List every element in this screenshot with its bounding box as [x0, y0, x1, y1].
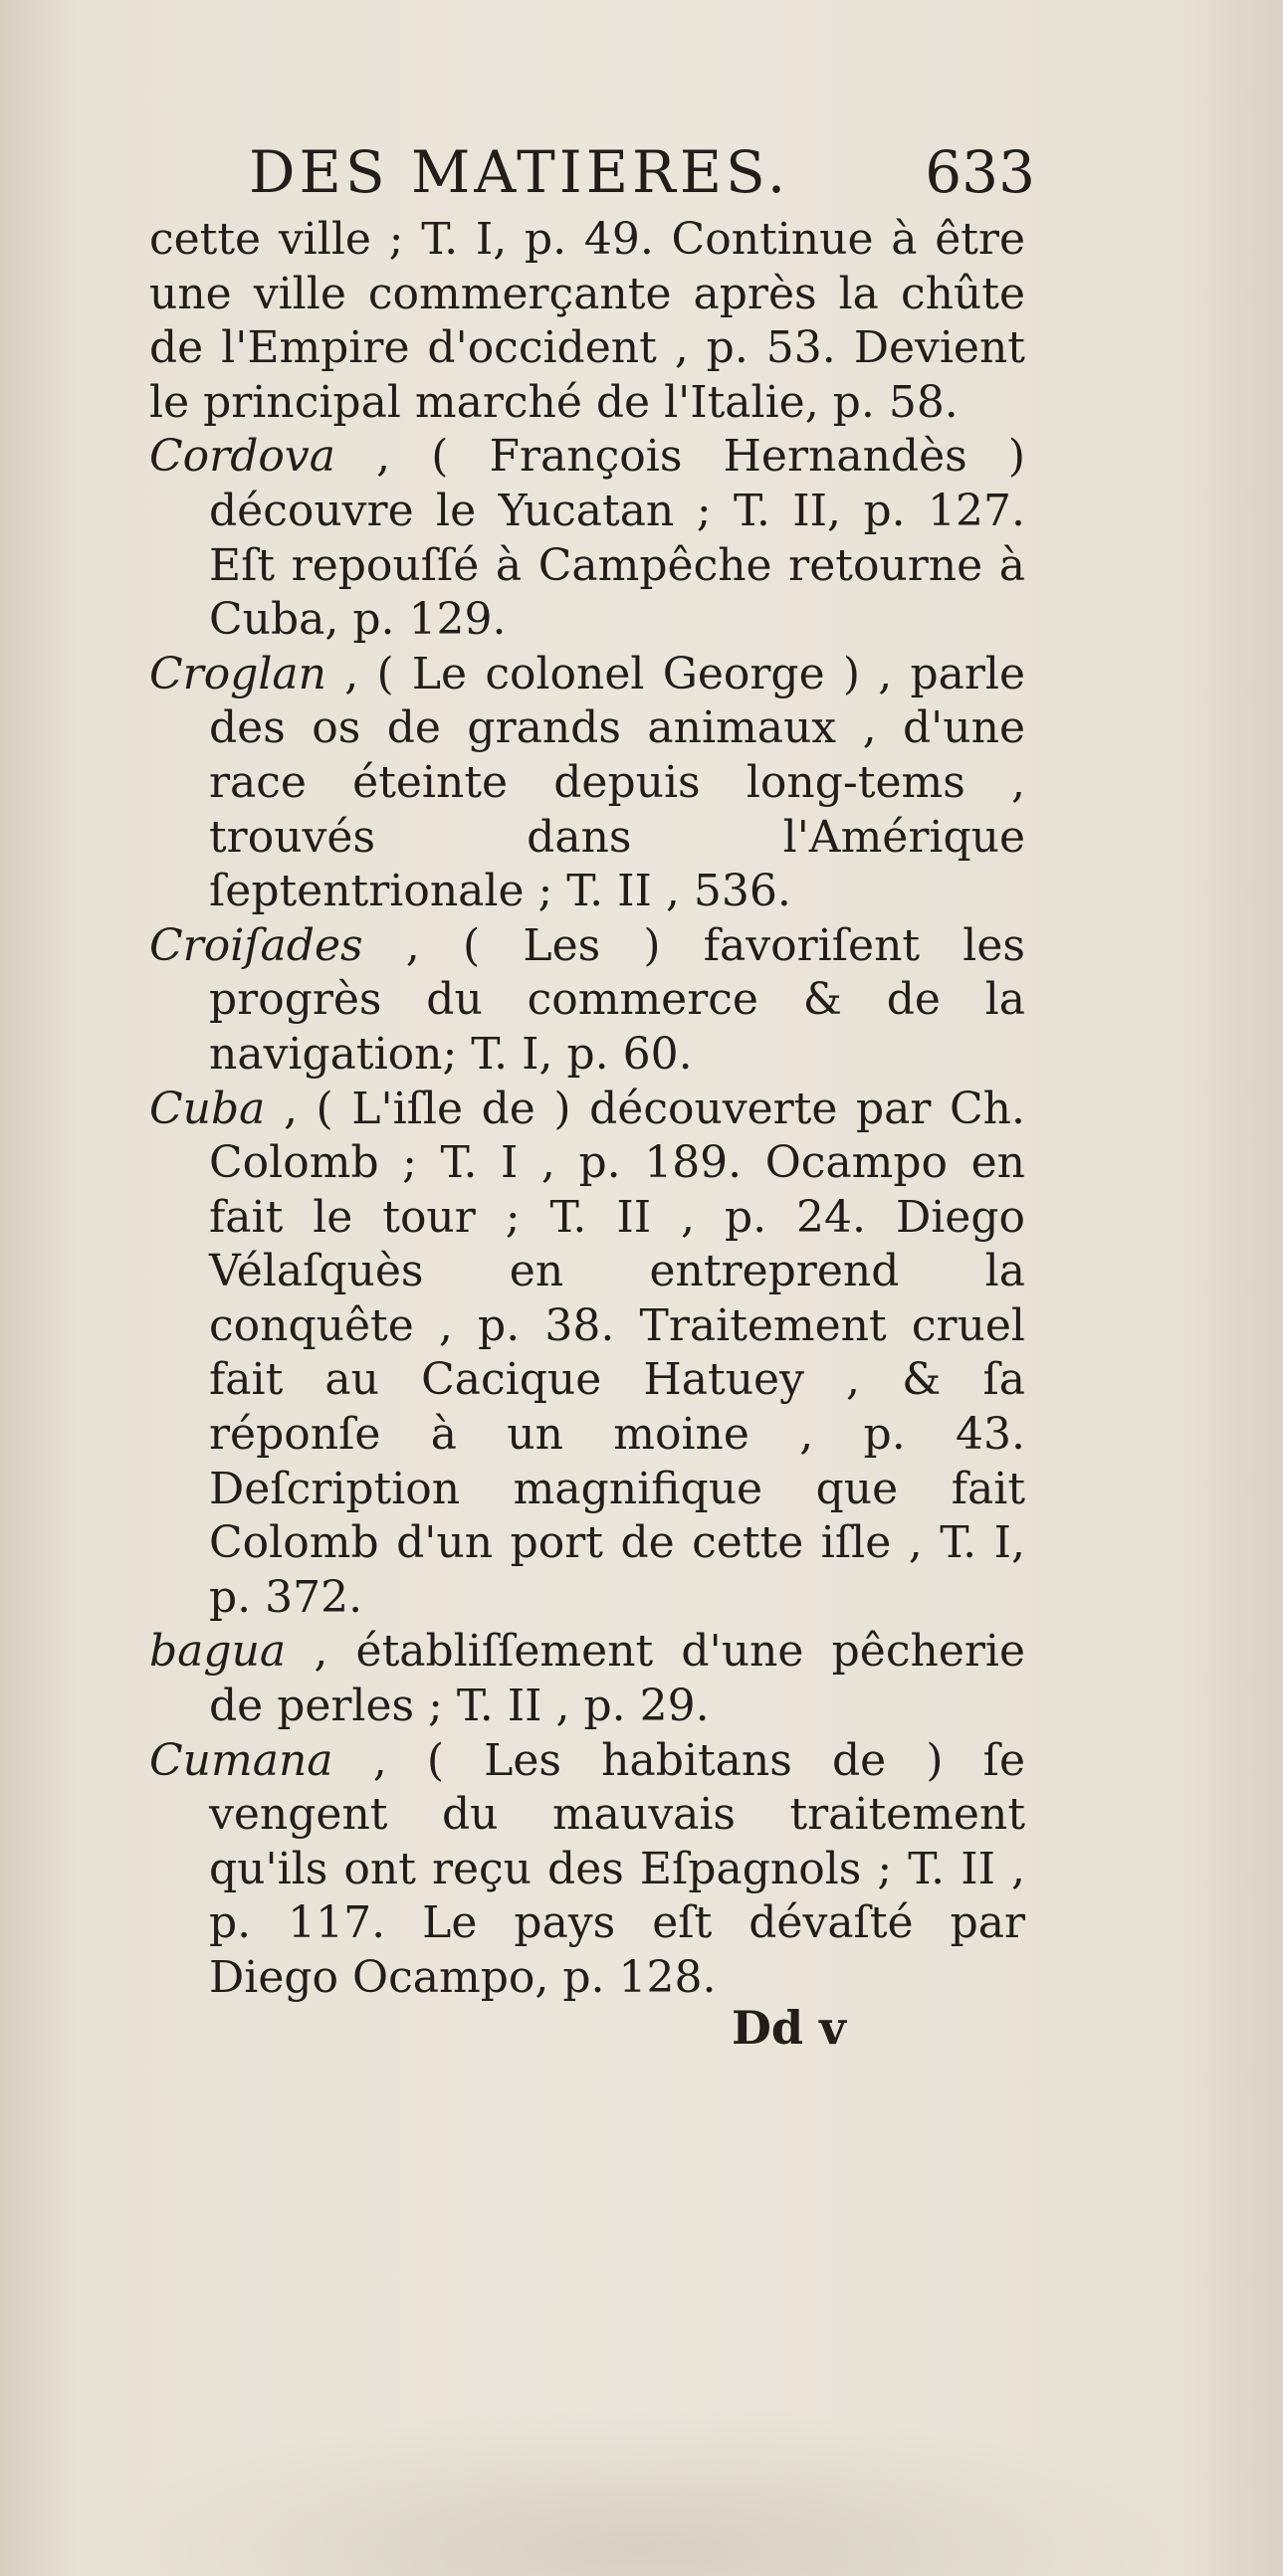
entry-body: , ( Les habitans de ) ſe vengent du mauvais traitement qu'ils ont reçu des Eſpagnols ; T. II , p. 117. Le pays eſt dévaſté par Diego Ocampo, p. 128.: [209, 1734, 1025, 2003]
running-title: DES MATIERES.: [249, 138, 790, 206]
entry-body: , ( François Hernandès ) découvre le Yucatan ; T. II, p. 127. Eſt repouſſé à Campêche retourne à Cuba, p. 129.: [209, 431, 1025, 646]
index-entry-cuba: [149, 1083, 1025, 1626]
entry-body: cette ville ; T. I, p. 49. Continue à être une ville commerçante après la chûte de l'Empire d'occident , p. 53. Devient le principal marché de l'Italie, p. 58.: [149, 214, 1025, 428]
entry-headword: Croiſades: [149, 919, 363, 971]
entry-body: , ( L'iſle de ) découverte par Ch. Colomb ; T. I , p. 189. Ocampo en fait le tour ; T. II , p. 24. Diego Vélaſquès en entreprend la conquête , p. 38. Traitement cruel fait au Cacique Hatuey , & ſa réponſe à un moine , p. 43. Deſcription magnifique que fait Colomb d'un port de cette iſle , T. I, p. 372.: [209, 1083, 1025, 1623]
entry-headword: Cordova: [149, 431, 335, 483]
entry-headword: Cumana: [149, 1734, 333, 1786]
entry-headword: bagua: [149, 1626, 287, 1678]
index-entry-croglan: [149, 648, 1025, 919]
entry-headword: Cuba: [149, 1083, 266, 1134]
index-entry-croisades: [149, 919, 1025, 1083]
index-entry-continued: [149, 213, 1025, 430]
entry-headword: Croglan: [149, 648, 326, 699]
entry-body: , établiſſement d'une pêcherie de perles ; T. II , p. 29.: [209, 1626, 1025, 1732]
index-text: [149, 213, 1025, 2006]
catchword: Dd v: [732, 2001, 846, 2055]
index-entry-cumana: [149, 1734, 1025, 2006]
index-entry-cordova: [149, 430, 1025, 647]
running-head: [249, 137, 1035, 207]
index-entry-bagua: [149, 1625, 1025, 1733]
entry-body: , ( Les ) favoriſent les progrès du commerce & de la navigation; T. I, p. 60.: [209, 919, 1025, 1080]
page-number: 633: [925, 138, 1035, 206]
entry-body: , ( Le colonel George ) , parle des os de grands animaux , d'une race éteinte depuis long-tems , trouvés dans l'Amérique ſeptentrionale ; T. II , 536.: [209, 648, 1025, 917]
